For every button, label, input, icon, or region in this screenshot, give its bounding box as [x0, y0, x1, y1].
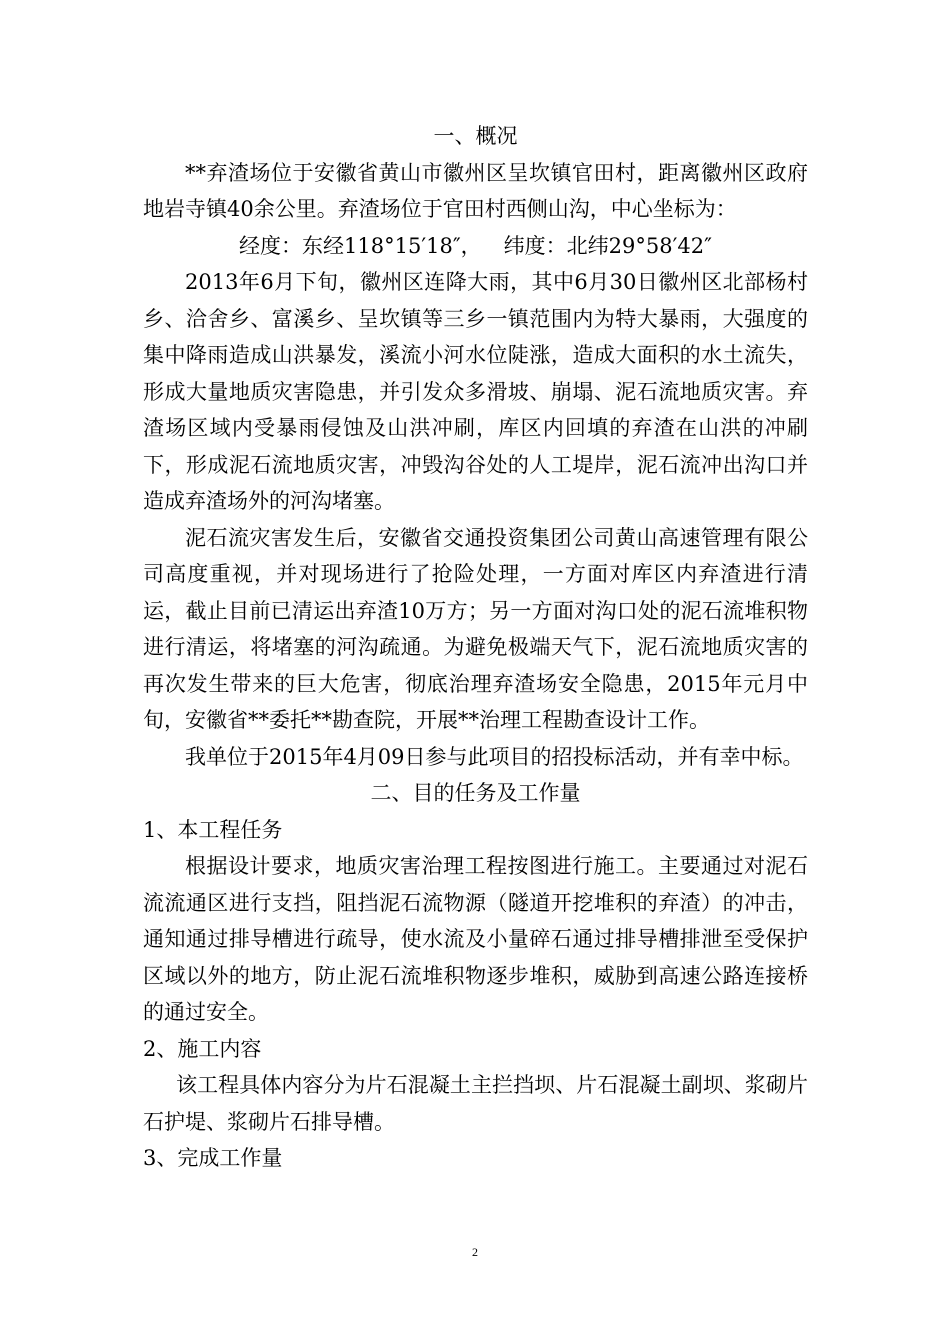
coordinates-line	[143, 228, 808, 265]
section-heading-tasks: 二、目的任务及工作量	[370, 781, 581, 805]
paragraph-response: 泥石流灾害发生后，安徽省交通投资集团公司黄山高速管理有限公司高度重视，并对现场进行了抢险处理，一方面对库区内弃渣进行清运，截止目前已清运出弃渣10万方；另一方面对沟口处的泥石流堆积物进行清运，将堵塞的河沟疏通。为避免极端天气下，泥石流地质灾害的再次发生带来的巨大危害，彻底治理弃渣场安全隐患，2015年元月中旬，安徽省**委托**勘查院，开展**治理工程勘查设计工作。	[143, 525, 808, 732]
document-body	[143, 118, 808, 1177]
subheading-project-task: 1、本工程任务	[143, 817, 283, 842]
page-number: 2	[472, 1245, 478, 1259]
longitude-text: 经度：东经118°15′18″，	[239, 233, 482, 258]
paragraph-bidding: 我单位于2015年4月09日参与此项目的招投标活动，并有幸中标。	[185, 744, 804, 769]
paragraph-project-task: 根据设计要求，地质灾害治理工程按图进行施工。主要通过对泥石流流通区进行支挡，阻挡泥石流物源（隧道开挖堆积的弃渣）的冲击，通知通过排导槽进行疏导，使水流及小量碎石通过排导槽排泄至受保护区域以外的地方，防止泥石流堆积物逐步堆积，威胁到高速公路连接桥的通过安全。	[143, 854, 808, 1024]
paragraph-location: **弃渣场位于安徽省黄山市徽州区呈坎镇官田村，距离徽州区政府地岩寺镇40余公里。弃渣场位于官田村西侧山沟，中心坐标为：	[143, 160, 808, 221]
paragraph-construction-content: 该工程具体内容分为片石混凝土主拦挡坝、片石混凝土副坝、浆砌片石护堤、浆砌片石排导槽。	[143, 1073, 808, 1134]
paragraph-disaster-background: 2013年6月下旬，徽州区连降大雨，其中6月30日徽州区北部杨村乡、洽舍乡、富溪乡、呈坎镇等三乡一镇范围内为特大暴雨，大强度的集中降雨造成山洪暴发，溪流小河水位陡涨，造成大面积的水土流失，形成大量地质灾害隐患，并引发众多滑坡、崩塌、泥石流地质灾害。弃渣场区域内受暴雨侵蚀及山洪冲刷，库区内回填的弃渣在山洪的冲刷下，形成泥石流地质灾害，冲毁沟谷处的人工堤岸，泥石流冲出沟口并造成弃渣场外的河沟堵塞。	[143, 270, 808, 513]
latitude-text: 纬度：北纬29°58′42″	[503, 233, 712, 258]
subheading-construction-content: 2、施工内容	[143, 1036, 262, 1061]
section-heading-overview: 一、概况	[433, 124, 518, 148]
subheading-completed-workload: 3、完成工作量	[143, 1146, 283, 1170]
